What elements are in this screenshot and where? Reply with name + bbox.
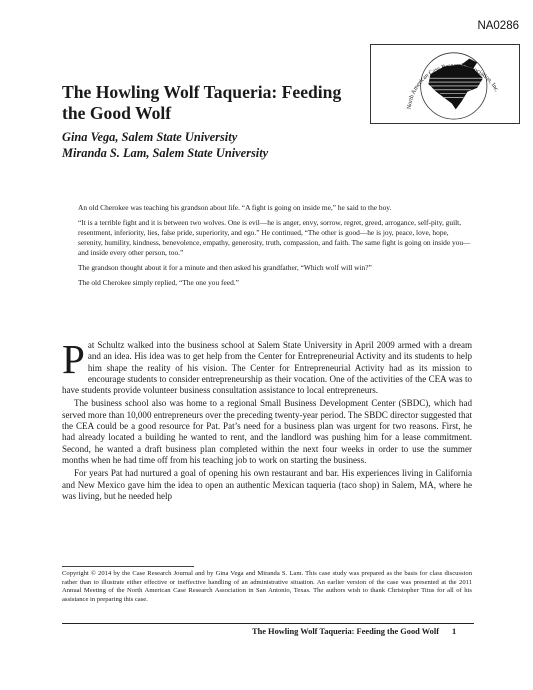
author-line: Gina Vega, Salem State University [62,130,238,144]
north-america-map-icon [371,45,519,123]
body-paragraph-text: at Schultz walked into the business school at Salem State University in April 2009 armed with a dream and an idea. His idea was to get help from the Center for Entrepreneurial Activity and its students to help him shape the reality of his vision. The Center for Entrepreneurial Activity had as its mission to encourage students to consider entrepreneurship as their vocation. One of the activities of the CEA was to have students provide volunteer business consultation assistance to local entrepreneurs. [62,340,472,396]
author-list [62,129,268,161]
epigraph-paragraph: An old Cherokee was teaching his grandson about life. “A fight is going on inside me,” he said to the boy. [78,203,392,212]
drop-cap: P [62,336,85,382]
logo-arc-text: North American Case Research Association, Inc. [406,63,500,110]
body-paragraph: For years Pat had nurtured a goal of opening his own restaurant and bar. His experiences living in California and New Mexico gave him the idea to open an authentic Mexican taqueria (taco shop) in Salem, MA, where he was living, but he needed help [62,468,472,501]
body-paragraph: The business school also was home to a regional Small Business Development Center (SBDC), which had served more than 10,000 entrepreneurs over the preceding twenty-year period. The SBDC director suggested that the CEA could be a good resource for Pat. Pat’s need for a business plan was urgent for two reasons. First, he had already located a building he wanted to rent, and the landlord was pushing him for a lease commitment. Second, he wanted a draft business plan completed within the next four weeks in order to use the summer months when he had time off from his teaching job to work on starting the business. [62,398,472,465]
footer-divider [62,623,474,624]
epigraph [78,203,471,293]
footnote-divider [62,566,194,567]
epigraph-paragraph: The old Cherokee simply replied, “The one you feed.” [78,278,239,287]
copyright-footnote: Copyright © 2014 by the Case Research Journal and by Gina Vega and Miranda S. Lam. This case study was prepared as the basis for class discussion rather than to illustrate either effective or ineffective handling of an administrative situation. An earlier version of the case was presented at the 2011 Annual Meeting of the North American Case Research Association in San Antonio, Texas. The authors wish to thank Christopher Titus for all of his assistance in preparing this case. [62,570,472,603]
case-id: NA0286 [477,20,519,32]
page-number: 1 [452,627,457,636]
body-paragraph [62,336,472,396]
epigraph-paragraph: “It is a terrible fight and it is between two wolves. One is evil—he is anger, envy, sorrow, regret, greed, arrogance, self-pity, guilt, resentment, inferiority, lies, false pride, superiority, and ego.” He continued, “The other is good—he is joy, peace, love, hope, serenity, humility, kindness, benevolence, empathy, generosity, truth, compassion, and faith. The same fight is going on inside you—and inside every other person, too.” [78,218,471,257]
author-line: Miranda S. Lam, Salem State University [62,146,269,160]
nacra-logo [370,44,520,124]
body-text [62,336,472,504]
running-title: The Howling Wolf Taqueria: Feeding the Good Wolf [252,627,439,636]
case-title: The Howling Wolf Taqueria: Feeding the Good Wolf [62,82,342,123]
epigraph-paragraph: The grandson thought about it for a minute and then asked his grandfather, “Which wolf will win?” [78,263,372,272]
